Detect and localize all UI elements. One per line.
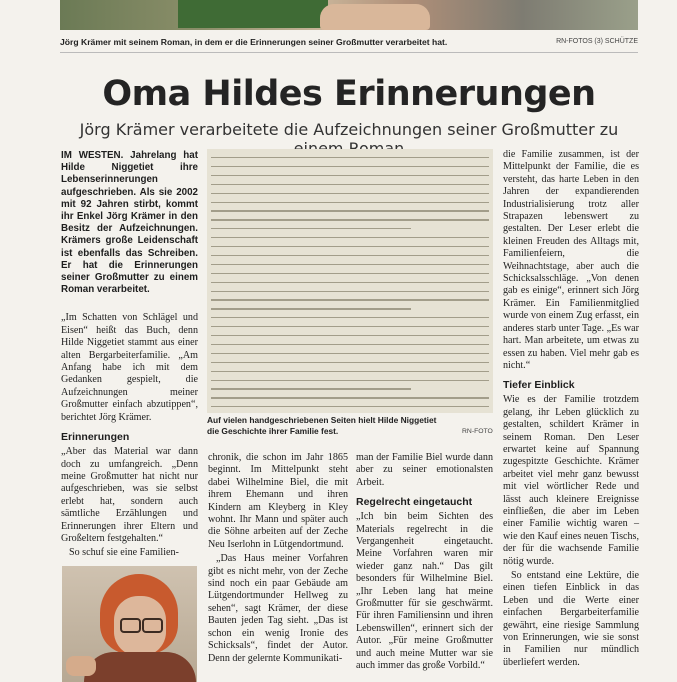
manuscript-credit: RN-FOTO (462, 428, 493, 435)
handwriting-line (211, 184, 489, 185)
handwriting-line (211, 228, 411, 229)
handwriting-line (211, 388, 411, 389)
handwriting-line (211, 237, 489, 238)
glasses-icon (142, 618, 163, 633)
article-column-1 (61, 150, 198, 562)
paragraph: „Ich bin beim Sichten des Materials regelrecht in die Vergangenheit eingetaucht. Meine Vorfahren waren mir wieder ganz nah.“ Das gilt besonders für Wilhelmine Biel. „Ihr Leben lang hat meine Großmutter für sie geschwärmt. Für ihren Familiensinn und ihren Lebenswillen“, erinnert sich der Autor. „Für meine Großmutter und auch meine Mutter war sie auch immer das große Vorbild.“ (356, 511, 493, 672)
paragraph: „Das Haus meiner Vorfahren gibt es nicht mehr, von der Zeche sind noch ein paar Gebäude am Lütgendortmunder Hellweg zu sehen“, sagt Krämer, der diese Bauten jeden Tag sieht. „Das ist schon ein wenig Ironie des Schicksals“, findet der Autor. Denn der gelernte Kommunikati- (208, 553, 348, 664)
paragraph: man der Familie Biel wurde dann aber zu seiner emotionalsten Arbeit. (356, 452, 493, 488)
handwriting-line (211, 291, 489, 292)
paragraph: „Aber das Material war dann doch zu umfangreich. „Denn meine Großmutter hat nicht nur aufgeschrieben, was sie selbst erlebt hat, sondern auch sämtliche Erzählungen und Erinnerungen ihrer Eltern und Großeltern festgehalten.“ (61, 446, 198, 544)
handwriting-line (211, 371, 489, 372)
subtitle: Jörg Krämer verarbeitete die Aufzeichnungen seiner Großmutter zu (79, 120, 619, 139)
handwriting-line (211, 299, 489, 300)
handwriting-line (211, 380, 489, 381)
handwritten-manuscript-image (207, 149, 493, 413)
grandmother-portrait-photo (62, 566, 197, 682)
handwriting-line (211, 175, 489, 176)
handwriting-line (211, 353, 489, 354)
paragraph: „Im Schatten von Schlägel und Eisen“ heißt das Buch, denn Hilde Niggetiet stammt aus einer alten Bergarbeiterfamilie. „Am Anfang habe ich mit dem Gedanken gespielt, die Aufzeichnungen meiner Großmutter einfach abzutippen“, berichtet Jörg Krämer. (61, 312, 198, 423)
manuscript-caption: Auf vielen handgeschriebenen Seiten hielt Hilde Niggetiet die Geschichte ihrer Familie fest. (207, 415, 437, 436)
handwriting-line (211, 397, 489, 398)
novel-book-image (178, 0, 328, 28)
lead-text: Jahrelang hat Hilde Niggetiet ihre Lebenserinnerungen aufgeschrieben. Als sie 2002 mit 92 Jahren stirbt, kommt ihr Enkel Jörg Krämer in den Besitz der Aufzeichnungen. Krämers große Leidenschaft ist ebenfalls das Schreiben. Er hat die Erinnerungen seiner Großmutter zu einem Roman verarbeitet. (61, 150, 198, 296)
handwriting-line (211, 273, 489, 274)
handwriting-line (211, 326, 489, 327)
hand-image (320, 4, 430, 30)
handwriting-line (211, 210, 489, 211)
handwriting-line (211, 317, 489, 318)
article-column-4 (503, 149, 639, 671)
handwriting-line (211, 282, 489, 283)
subheading: Tiefer Einblick (503, 379, 575, 392)
handwriting-line (211, 406, 489, 407)
paragraph: chronik, die schon im Jahr 1865 beginnt. Im Mittelpunkt steht dabei Wilhelmine Biel, die mit ihrem Ehemann und ihren Kindern am Kleyberg in Kley wohnt. Ihr Mann und später auch die Söhne arbeiten auf der Zeche Neu Iserlohn in Lütgendortmund. (208, 452, 348, 550)
portrait-body (84, 652, 196, 682)
handwriting-line (211, 308, 411, 309)
article-column-2 (208, 452, 348, 667)
lead-paragraph (61, 150, 198, 296)
handwriting-line (211, 157, 489, 158)
portrait-hands (66, 656, 96, 676)
handwriting-line (211, 335, 489, 336)
handwriting-line (211, 246, 489, 247)
handwriting-line (211, 264, 489, 265)
handwriting-line (211, 193, 489, 194)
headline: Oma Hildes Erinnerungen (102, 74, 596, 114)
paragraph: So entstand eine Lektüre, die einen tiefen Einblick in das Leben und die Werte einer einfachen Bergarbeiterfamilie gewährt, eine riesige Sammlung von Erinnerungen, wie sie sonst in Familien nur mündlich überliefert werden. (503, 570, 639, 668)
paragraph: Wie es der Familie trotzdem gelang, ihr Leben glücklich zu gestalten, schildert Krämer in seinem Roman. Den Leser erwartet keine auf Spannung zugespitzte Geschichte. Krämer arbeitet viel mehr ganz bewusst mit viel wörtlicher Rede und lässt auch kleinere Ereignisse einfließen, die aber im Leben einer Familie wichtig waren – wie den Kauf eines neuen Tischs, der für die wachsende Familie nötig wurde. (503, 394, 639, 567)
handwriting-line (211, 166, 489, 167)
top-photo-author-with-novel (60, 0, 638, 30)
handwriting-line (211, 255, 489, 256)
handwriting-line (211, 202, 489, 203)
handwriting-line (211, 219, 489, 220)
handwriting-line (211, 344, 489, 345)
subheading: Erinnerungen (61, 431, 130, 444)
divider (60, 52, 638, 53)
paragraph: So schuf sie eine Familien- (69, 547, 179, 559)
paragraph: die Familie zusammen, ist der Mittelpunkt der Familie, die es versteht, das harte Leben in den Jahren der expandierenden Industrialisierung trotz aller Strapazen lebenswert zu gestalten. Der Leser erlebt die kleinen Freuden des Alltags mit, Familienfeiern, die Weihnachtstage, aber auch die Schicksalsschläge. „Von denen gab es einige“, erinnert sich Jörg Krämer. Ein Familienmitglied wurde von einem Zug erfasst, ein anderes starb unter Tage. „Es war hart. Man arbeitete, um etwas zu essen zu haben. Viel mehr gab es nicht.“ (503, 149, 639, 371)
dateline: IM WESTEN. (61, 150, 124, 161)
article-column-3 (356, 452, 493, 675)
glasses-icon (120, 618, 141, 633)
subheading: Regelrecht eingetaucht (356, 496, 473, 509)
photo-caption: Jörg Krämer mit seinem Roman, in dem er die Erinnerungen seiner Großmutter verarbeitet hat. (60, 37, 448, 47)
photo-credit: RN-FOTOS (3) SCHÜTZE (556, 38, 638, 45)
handwriting-line (211, 362, 489, 363)
